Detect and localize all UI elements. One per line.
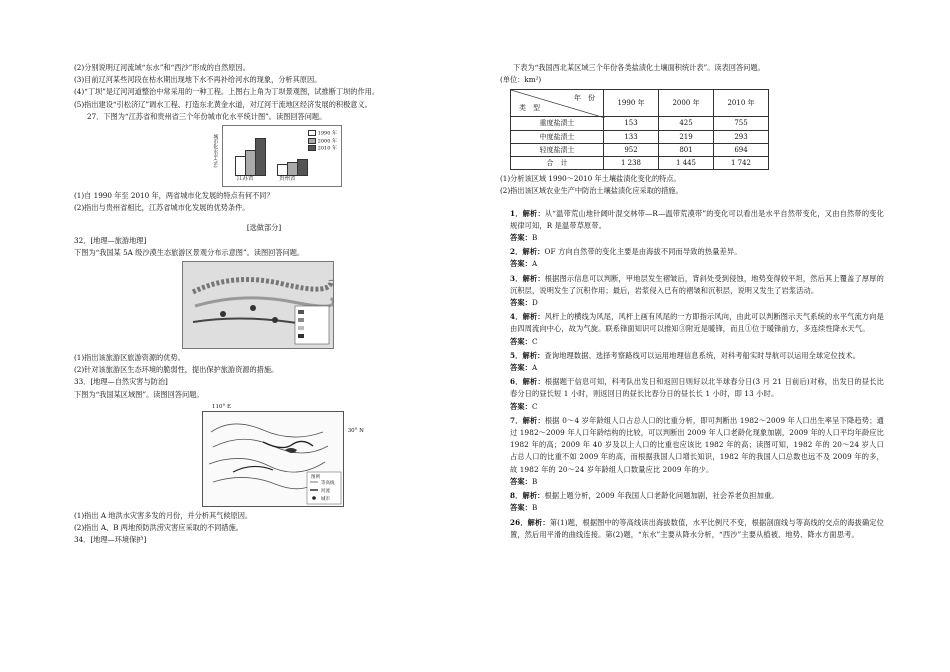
answer-label: 答案： [510,503,533,513]
tourism-map [182,261,334,349]
answer-label: 答案： [510,233,533,243]
answer-label: 2．解析： [510,247,545,257]
answer-label: 答案： [510,259,533,269]
answer-explanation [500,415,884,476]
table-cell: 801 [659,143,714,156]
answer-label: 答案： [510,336,533,346]
table-cell: 1 742 [714,157,769,170]
answer-label: 7．解析： [510,415,545,425]
answer-text: 从“温带荒山地针阔叶混交林带—R—温带荒漠带”的变化可以看出是水平自然带变化，又由自然带的变化规律可知，R 是温带草原带。 [510,208,884,230]
table-row [511,130,769,143]
table-row [511,157,769,170]
answer-text: OF 方向自然带的变化主要是由海拔不同而导致的热量差异。 [544,247,742,257]
row-type: 重度盐渍土 [511,117,604,130]
legend-2000: 2000 年 [317,138,337,145]
q26-part-2: (2)分别说明辽河流域“东水”和“西沙”形成的自然原因。 [74,63,250,72]
answer-key [500,362,884,374]
row-type: 合 计 [511,157,604,170]
chart-ylabel: 城市化水平(%) [212,134,219,168]
answer-label: 3．解析： [510,273,545,283]
tourism-map-drawing [183,262,333,348]
map-legend-contour: 等高线 [321,480,335,486]
q33-part-1: (1)指出 A 地洪水灾害多发的月份，并分析其气候原因。 [74,510,253,520]
answer-explanation [500,273,884,297]
q26-part-4: (4)“丁坝”是辽河河道整治中常采用的一种工程。上图右上角为丁坝景观图，试推断丁坝的作用。 [74,87,380,97]
answer-key [500,476,884,488]
answer-label: 4．解析： [510,312,545,322]
elective-heading: [选做部分] [246,223,282,233]
header-type: 类 型 [519,104,540,113]
answer-text: A [532,259,538,269]
answer-explanation [500,376,884,400]
q27-title: 27．下图为“江苏省和贵州省三个年份城市化水平统计图”。读图回答问题。 [87,111,327,121]
header-year: 年 份 [574,94,595,103]
chart-bars [229,136,301,176]
answer-explanation [500,311,884,335]
region-map [202,411,344,507]
answer-text: B [532,233,538,243]
answer-text: A [532,363,538,373]
table-corner-cell [511,90,604,117]
answer-label: 8．解析： [510,491,545,501]
table-cell: 425 [659,117,714,130]
answer-label: 答案： [510,401,533,411]
answer-text: B [532,503,538,513]
answer-text: C [532,401,538,411]
answer-text: C [532,336,538,346]
q26-part-3: (3)目前辽河某些河段在枯水期出现地下水不再补给河水的现象，分析其原因。 [74,75,322,85]
map-legend-city: 城市 [321,496,330,502]
answer-text: 根据上题分析，2009 年我国人口老龄化问题加剧，社会养老负担加重。 [544,491,779,501]
left-column [74,62,454,546]
table-cell: 952 [604,143,659,156]
answer-key [500,258,884,270]
map-lat-label: 30° N [347,427,364,434]
answer-label: 答案： [510,476,533,486]
answer-label: 1．解析： [510,208,545,218]
table-question-2: (2)指出该区域农业生产中防治土壤盐渍化应采取的措施。 [500,186,683,196]
legend-2010: 2010 年 [317,145,337,152]
q27-part-1: (1)自 1990 年至 2010 年，两省城市化发展的特点有何不同？ [74,191,274,201]
q32-part-2: (2)针对该旅游区生态环境的脆弱性，提出保护旅游资源的措施。 [74,365,279,375]
answer-text: B [532,476,538,486]
header-1990: 1990 年 [604,90,659,117]
q32-intro: 下图为“我国某 5A 级沙漠生态旅游区景观分布示意图”。读图回答问题。 [74,247,305,257]
table-cell: 1 238 [604,157,659,170]
table-cell: 293 [714,130,769,143]
answer-label: 26．解析： [510,517,550,527]
answer-text: D [532,298,538,308]
answer-key [500,297,884,309]
table-header-row [511,90,769,117]
answer-key [500,401,884,413]
table-cell: 1 445 [659,157,714,170]
table-intro: 下表为“我国西北某区域三个年份各类盐渍化土壤面积统计表”。读表回答问题。 [513,63,765,72]
legend-1990: 1990 年 [317,130,337,137]
answer-label: 5．解析： [510,350,545,360]
q27-part-2: (2)指出与贵州省相比，江苏省城市化发展的优势条件。 [74,203,250,213]
map-legend-river: 河流 [321,488,330,494]
q32-title: 32．[地理—旅游地理] [74,235,147,245]
q26-part-5: (5)指出建设“引松济辽”调水工程、打造东北黄金水道，对辽河干流地区经济发展的积极意义。 [74,99,372,109]
table-cell: 219 [659,130,714,143]
table-cell: 694 [714,143,769,156]
bar-jiangsu-2010 [255,138,266,176]
right-column [500,62,884,541]
answer-label: 答案： [510,298,533,308]
answer-text: 第(1)题，根据图中的等高线读出海拔数值，水平比例尺不变，根据剖面线与等高线的交点的海拔确定位置，然后用平滑的曲线连接。第(2)题，“东水”主要从降水分析，“西沙”主要从植被、地势、降水方面思考。 [510,517,884,539]
table-row [511,143,769,156]
answer-key [500,232,884,244]
answer-label: 答案： [510,363,533,373]
answer-key [500,502,884,514]
row-type: 轻度盐渍土 [511,143,604,156]
answer-text: 根据图示信息可以判断，甲地层发生褶皱后，背斜处受到侵蚀，地势变得较平坦，然后其上覆盖了厚厚的沉积层，说明发生了沉积作用；最后，岩浆侵入已有的褶皱和沉积层，说明又发生了岩浆活动。 [510,273,884,295]
header-2010: 2010 年 [714,90,769,117]
xlabel-jiangsu: 江苏省 [237,175,254,182]
row-type: 中度盐渍土 [511,130,604,143]
answer-text: 风杆上的横线为风尾，风杆上画有风尾的一方即指示风向，由此可以判断图示天气系统的水平气流方向是由四周流向中心，故为气旋。联系锋面知识可以推知③附近是暖锋，而且①位于暖锋前方，多连续性降水天气。 [510,312,884,334]
map-lon-label: 110° E [212,403,232,410]
region-map-wrapper [202,403,362,507]
header-2000: 2000 年 [659,90,714,117]
answers-section [500,208,884,541]
table-cell: 755 [714,117,769,130]
answer-explanation [500,246,884,258]
chart-legend [308,130,337,153]
table-unit: (单位：km²) [500,75,542,85]
answer-label: 6．解析： [510,377,545,387]
q33-title: 33．[地理—自然灾害与防治] [74,377,168,387]
q33-part-2: (2)指出 A、B 两地预防洪涝灾害应采取的不同措施。 [74,523,243,533]
answer-explanation [500,490,884,502]
answer-text: 根据 0～4 岁年龄组人口占总人口的比重分析，即可判断出 1982～2009 年人口出生率呈下降趋势；通过 1982～2009 年人口年龄结构的比较，可以判断出 2009 年人口老龄化现象加剧，2009 年的人口平均年龄应比 1982 年的高；2009 年 40 岁及以上人口的比重也应该比 1982 年的高；读图可知，1982 年的 20～24 岁人口占总人口的比重不如 2009 年的高，而根据我国人口增长知识，1982 年的我国人口总数也远不及 2009 年的多，故 1982 年的 20～24 岁年龄组人口数量应比 2009 年的少。 [510,415,884,474]
q32-part-1: (1)指出该旅游区旅游资源的优势。 [74,353,185,363]
map-legend-title: 图例 [311,474,320,480]
table-row [511,117,769,130]
q33-intro: 下图为“我国某区域图”。读图回答问题。 [74,389,204,399]
table-question-1: (1)分析该区域 1990～2010 年土壤盐渍化变化的特点。 [500,174,681,184]
q34-title: 34．[地理—环境保护] [74,535,147,545]
table-cell: 153 [604,117,659,130]
salinization-table [510,89,769,170]
bar-guizhou-2010 [297,159,308,176]
table-cell: 133 [604,130,659,143]
answer-explanation [500,517,884,541]
answer-text: 查询地理数据、选择考察路线可以运用地理信息系统，对科考船实时导航可以运用全球定位技术。 [544,350,861,360]
xlabel-guizhou: 贵州省 [279,175,296,182]
answer-key [500,336,884,348]
answer-explanation [500,208,884,232]
answer-explanation [500,350,884,362]
answer-text: 根据题干信息可知，科考队出发日和返回日则好以北半球春分日(3 月 21 日前后)对称，出发日的昼长比春分日的昼长短 1 小时，则返回日的昼长比春分日的昼长长 1 小时，即 13 小时。 [510,377,884,399]
urbanization-chart [212,125,342,187]
